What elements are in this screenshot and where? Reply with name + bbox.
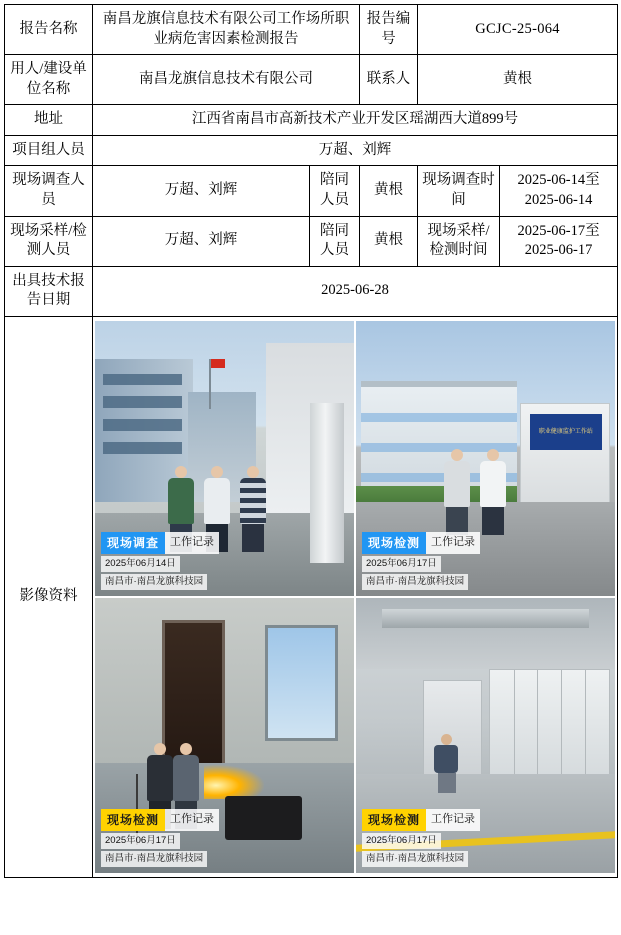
photo-date: 2025年06月17日 <box>362 833 441 849</box>
label-survey-staff: 现场调查人员 <box>5 166 93 216</box>
label-contact: 联系人 <box>360 55 418 105</box>
value-company: 南昌龙旗信息技术有限公司 <box>93 55 360 105</box>
photo-tag-sub: 工作记录 <box>165 532 219 554</box>
photo-tag-sub: 工作记录 <box>426 809 480 831</box>
photo-location: 南昌市·南昌龙旗科技园 <box>362 851 468 867</box>
duct <box>382 609 589 628</box>
value-contact: 黄根 <box>418 55 618 105</box>
photo-grid <box>93 319 617 875</box>
equipment-case <box>225 796 303 840</box>
value-report-name: 南昌龙旗信息技术有限公司工作场所职业病危害因素检测报告 <box>93 5 360 55</box>
worker <box>434 734 460 790</box>
value-survey-staff: 万超、刘辉 <box>93 166 310 216</box>
label-report-no: 报告编号 <box>360 5 418 55</box>
table-row-survey <box>5 166 618 216</box>
label-company: 用人/建设单位名称 <box>5 55 93 105</box>
table-row-address <box>5 105 618 136</box>
table-row-issue-date <box>5 266 618 316</box>
table-row-report-name <box>5 5 618 55</box>
photo-date: 2025年06月14日 <box>101 556 180 572</box>
table-row-sampling <box>5 216 618 266</box>
photo-location: 南昌市·南昌龙旗科技园 <box>101 851 207 867</box>
person-2 <box>480 449 506 535</box>
value-issue-date: 2025-06-28 <box>93 266 618 316</box>
photo-tag-sub: 工作记录 <box>165 809 219 831</box>
photo-caption <box>101 532 219 590</box>
photo-location: 南昌市·南昌龙旗科技园 <box>101 574 207 590</box>
value-sampling-time: 2025-06-17至2025-06-17 <box>500 216 618 266</box>
flagpole-icon <box>209 359 211 409</box>
photo-site-detection-entrance[interactable] <box>356 321 615 596</box>
table-row-company <box>5 55 618 105</box>
window <box>265 625 338 741</box>
photo-caption <box>362 532 480 590</box>
label-survey-time: 现场调查时间 <box>418 166 500 216</box>
label-address: 地址 <box>5 105 93 136</box>
photo-tag: 现场检测 <box>362 532 426 554</box>
photo-tag: 现场检测 <box>101 809 165 831</box>
photo-location: 南昌市·南昌龙旗科技园 <box>362 574 468 590</box>
sparks <box>204 765 264 799</box>
photo-tag-sub: 工作记录 <box>426 532 480 554</box>
label-survey-escort: 陪同人员 <box>310 166 360 216</box>
photo-site-survey[interactable] <box>95 321 354 596</box>
photo-date: 2025年06月17日 <box>362 556 441 572</box>
label-team: 项目组人员 <box>5 135 93 166</box>
table-row-team <box>5 135 618 166</box>
pillar <box>310 403 344 563</box>
station-sign: 职业健康监护工作站 <box>530 414 603 450</box>
photo-site-detection-grinding[interactable] <box>95 598 354 873</box>
media-cell <box>93 316 618 877</box>
person-3 <box>240 466 266 552</box>
label-sampling-time: 现场采样/检测时间 <box>418 216 500 266</box>
value-survey-time: 2025-06-14至2025-06-14 <box>500 166 618 216</box>
photo-caption <box>101 809 219 867</box>
photo-site-detection-electrical-room[interactable] <box>356 598 615 873</box>
label-issue-date: 出具技术报告日期 <box>5 266 93 316</box>
label-sampling-staff: 现场采样/检测人员 <box>5 216 93 266</box>
label-sampling-escort: 陪同人员 <box>310 216 360 266</box>
value-sampling-escort: 黄根 <box>360 216 418 266</box>
value-address: 江西省南昌市高新技术产业开发区瑶湖西大道899号 <box>93 105 618 136</box>
photo-tag: 现场检测 <box>362 809 426 831</box>
value-survey-escort: 黄根 <box>360 166 418 216</box>
table-row-media <box>5 316 618 877</box>
photo-caption <box>362 809 480 867</box>
value-sampling-staff: 万超、刘辉 <box>93 216 310 266</box>
value-team: 万超、刘辉 <box>93 135 618 166</box>
photo-date: 2025年06月17日 <box>101 833 180 849</box>
label-report-name: 报告名称 <box>5 5 93 55</box>
report-table <box>4 4 618 878</box>
person-1 <box>444 449 470 535</box>
value-report-no: GCJC-25-064 <box>418 5 618 55</box>
photo-tag: 现场调查 <box>101 532 165 554</box>
label-media: 影像资料 <box>5 316 93 877</box>
